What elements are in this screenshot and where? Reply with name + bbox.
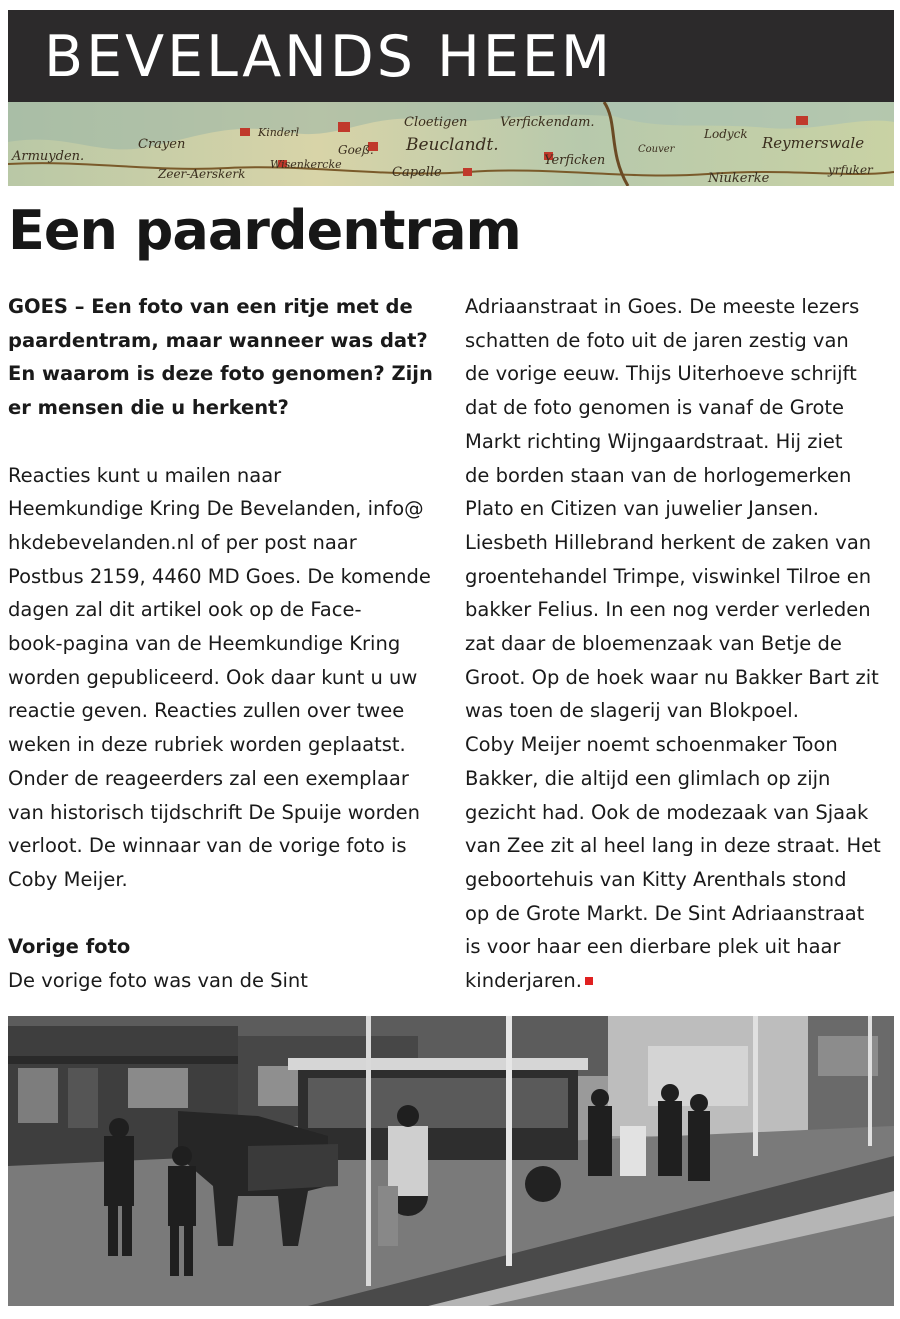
svg-text:Reymerswale: Reymerswale bbox=[762, 134, 865, 152]
body-line: verloot. De winnaar van de vorige foto is bbox=[8, 834, 407, 858]
body-line: zat daar de bloemenzaak van Betje de bbox=[465, 632, 842, 656]
body-line: van Zee zit al heel lang in deze straat. Het bbox=[465, 834, 881, 858]
svg-text:Kinderl: Kinderl bbox=[258, 126, 300, 139]
body-line-final bbox=[465, 964, 895, 998]
svg-text:Capelle: Capelle bbox=[392, 165, 442, 180]
svg-text:yrfuker: yrfuker bbox=[828, 163, 873, 177]
body-line: Coby Meijer. bbox=[8, 867, 128, 891]
body-line: worden gepubliceerd. Ook daar kunt u uw bbox=[8, 665, 418, 689]
svg-text:Lodyck: Lodyck bbox=[704, 127, 748, 141]
subheading: Vorige foto bbox=[8, 935, 131, 959]
body-line: Markt richting Wijngaardstraat. Hij ziet bbox=[465, 429, 843, 453]
body-line: Postbus 2159, 4460 MD Goes. De komende bbox=[8, 564, 431, 588]
body-line: Heemkundige Kring De Bevelanden, info@ bbox=[8, 497, 424, 521]
article-headline: Een paardentram bbox=[8, 199, 521, 262]
left-column bbox=[8, 290, 448, 998]
body-line: hkdebevelanden.nl of per post naar bbox=[8, 530, 357, 554]
body-line: reactie geven. Reacties zullen over twee bbox=[8, 699, 405, 723]
body-line: was toen de slagerij van Blokpoel. bbox=[465, 699, 799, 723]
body-line: van historisch tijdschrift De Spuije worden bbox=[8, 800, 420, 824]
svg-text:Yerficken: Yerficken bbox=[544, 153, 606, 168]
lead-line: paardentram, maar wanneer was dat? bbox=[8, 328, 428, 352]
svg-text:Cloetigen: Cloetigen bbox=[404, 115, 468, 130]
svg-text:Couver: Couver bbox=[638, 144, 675, 155]
body-line: groentehandel Trimpe, viswinkel Tilroe en bbox=[465, 564, 872, 588]
body-line-text: kinderjaren. bbox=[465, 969, 582, 993]
body-line: De vorige foto was van de Sint bbox=[8, 969, 308, 993]
body-line: dat de foto genomen is vanaf de Grote bbox=[465, 396, 845, 420]
body-line: is voor haar een dierbare plek uit haar bbox=[465, 935, 841, 959]
section-title: BEVELANDS HEEM bbox=[44, 24, 614, 90]
body-line: op de Grote Markt. De Sint Adriaanstraat bbox=[465, 901, 865, 925]
body-line: schatten de foto uit de jaren zestig van bbox=[465, 328, 849, 352]
right-column bbox=[465, 290, 895, 998]
body-line: Liesbeth Hillebrand herkent de zaken van bbox=[465, 530, 872, 554]
body-line: Onder de reageerders zal een exemplaar bbox=[8, 766, 409, 790]
svg-text:Wisenkercke: Wisenkercke bbox=[270, 158, 342, 171]
body-line: Groot. Op de hoek waar nu Bakker Bart zit bbox=[465, 665, 879, 689]
svg-text:Zeer-Aerskerk: Zeer-Aerskerk bbox=[158, 167, 246, 181]
svg-text:Goeß.: Goeß. bbox=[338, 143, 374, 157]
svg-text:Armuyden.: Armuyden. bbox=[12, 149, 85, 164]
body-line: Coby Meijer noemt schoenmaker Toon bbox=[465, 733, 838, 757]
body-line: bakker Felius. In een nog verder verleden bbox=[465, 598, 871, 622]
svg-text:Beuclandt.: Beuclandt. bbox=[406, 135, 499, 155]
lead-line: er mensen die u herkent? bbox=[8, 396, 289, 420]
body-line: geboortehuis van Kitty Arenthals stond bbox=[465, 867, 847, 891]
body-line: Plato en Citizen van juwelier Jansen. bbox=[465, 497, 819, 521]
svg-text:Crayen: Crayen bbox=[138, 137, 186, 152]
svg-text:Verfickendam.: Verfickendam. bbox=[500, 115, 595, 130]
body-line: Reacties kunt u mailen naar bbox=[8, 463, 282, 487]
old-map-illustration bbox=[8, 102, 894, 186]
body-line: book-pagina van de Heemkundige Kring bbox=[8, 632, 401, 656]
body-line: Adriaanstraat in Goes. De meeste lezers bbox=[465, 295, 860, 318]
horse-tram-photo bbox=[8, 1016, 894, 1306]
body-line: weken in deze rubriek worden geplaatst. bbox=[8, 733, 406, 757]
body-line: dagen zal dit artikel ook op de Face- bbox=[8, 598, 362, 622]
body-line: gezicht had. Ook de modezaak van Sjaak bbox=[465, 800, 869, 824]
svg-text:Niukerke: Niukerke bbox=[708, 171, 770, 186]
lead-line: GOES – Een foto van een ritje met de bbox=[8, 295, 413, 318]
body-line: de borden staan van de horlogemerken bbox=[465, 463, 852, 487]
end-of-article-mark bbox=[585, 977, 593, 985]
body-line: de vorige eeuw. Thijs Uiterhoeve schrijft bbox=[465, 362, 857, 386]
lead-line: En waarom is deze foto genomen? Zijn bbox=[8, 362, 433, 386]
body-line: Bakker, die altijd een glimlach op zijn bbox=[465, 766, 831, 790]
